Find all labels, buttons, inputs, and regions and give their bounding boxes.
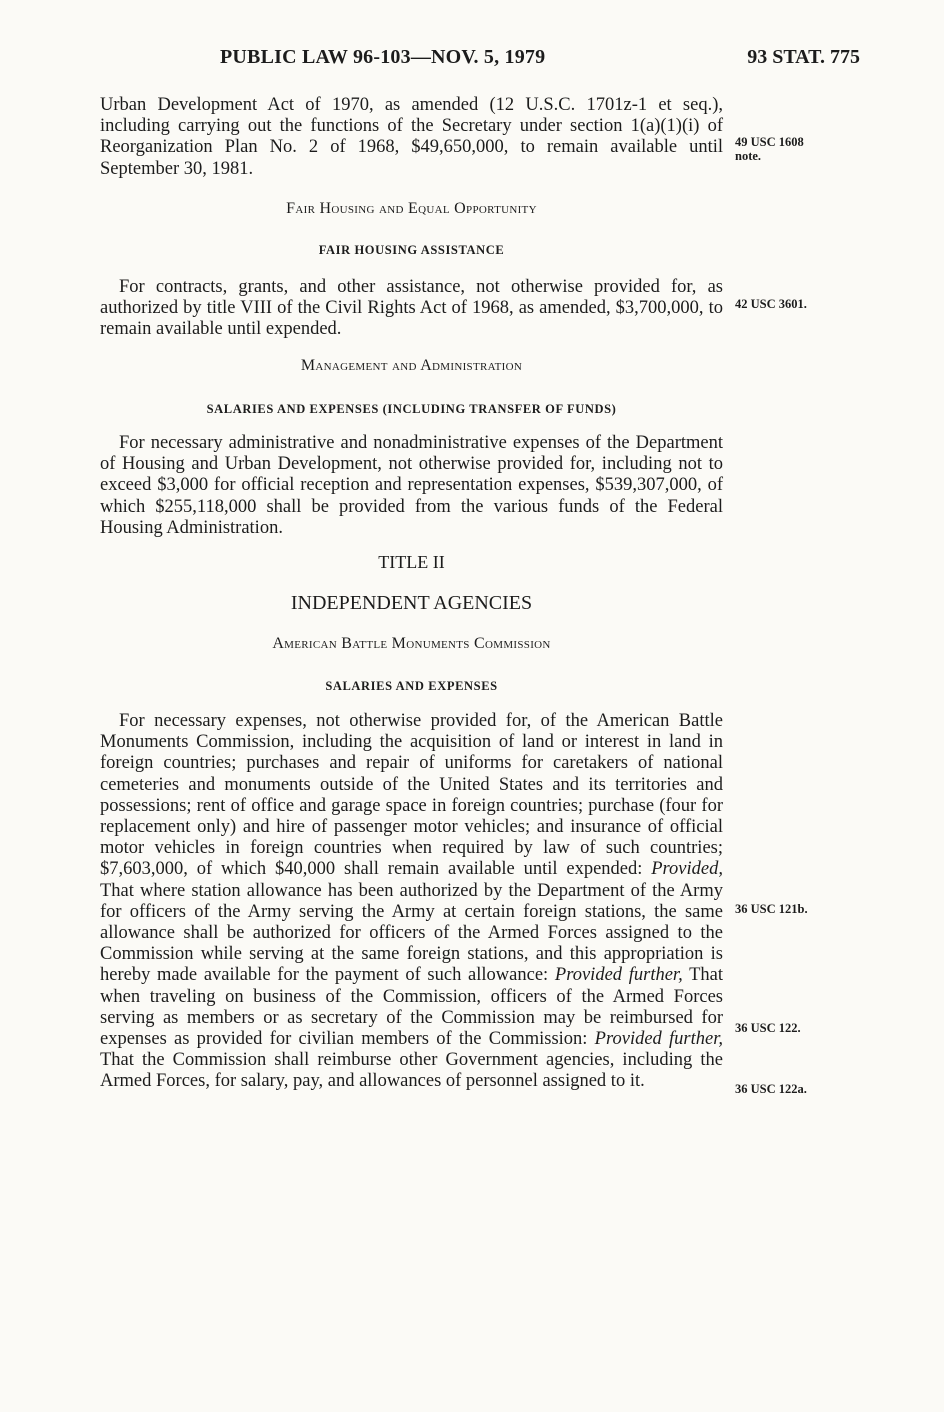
margin-note-36-usc-122: 36 USC 122. [735, 1021, 801, 1035]
abmc-text-part-1: For necessary expenses, not otherwise provided for, of the American Battle Monuments Commission, including the acquisition of land or interest in land in foreign countries; purchases and repair of uniforms for caretakers of national cemeteries and monuments outside of the United States and its territories and possessions; rent of office and garage space in foreign countries; purchase (four for replacement only) and hire of passenger motor vehicles; and insurance of official motor vehicles in foreign countries when required by law of such countries; $7,603,000, of which $40,000 shall remain available until expended: [100, 711, 723, 880]
fair-housing-subheading: FAIR HOUSING ASSISTANCE [318, 243, 505, 257]
abmc-subheading: SALARIES AND EXPENSES [325, 679, 498, 693]
fair-housing-heading: Fair Housing and Equal Opportunity [286, 200, 537, 217]
margin-note-42-usc-3601: 42 USC 3601. [735, 297, 807, 311]
management-paragraph: For necessary administrative and nonadministrative expenses of the Department of Housing and Urban Development, not otherwise provided for, including not to exceed $3,000 for official reception and representation expenses, $539,307,000, of which $255,118,000 shall be provided from the various funds of the Federal Housing Administration. [100, 433, 723, 538]
margin-note-49-usc-1608 [735, 135, 804, 163]
proviso-2: Provided further, [554, 965, 683, 986]
management-subheading: SALARIES AND EXPENSES (INCLUDING TRANSFER OF FUNDS) [206, 402, 617, 416]
margin-note-36-usc-122a: 36 USC 122a. [735, 1082, 807, 1096]
statute-page-number: 93 STAT. 775 [747, 46, 860, 68]
title-number: TITLE II [378, 552, 445, 572]
abmc-text-part-2: That where station allowance has been authorized by the Department of the Army for officers of the Army serving the Army at certain foreign stations, the same allowance shall be authorized for officers of the Armed Forces assigned to the Commission while serving at the same foreign stations, and this appropriation is hereby made available for the payment of such allowance: [100, 880, 723, 986]
abmc-heading: American Battle Monuments Commission [272, 635, 551, 652]
abmc-text-part-3: That when traveling on business of the Commission, officers of the Armed Forces serving as members or as secretary of the Commission may be reimbursed for expenses as provided for civilian members of the Commission: [100, 965, 723, 1050]
proviso-3: Provided further, [594, 1029, 723, 1050]
fair-housing-paragraph: For contracts, grants, and other assistance, not otherwise provided for, as authorized by title VIII of the Civil Rights Act of 1968, as amended, $3,700,000, to remain available until expended. [100, 277, 723, 340]
abmc-paragraph [100, 711, 723, 1093]
running-head [100, 46, 860, 74]
abmc-text-part-4: That the Commission shall reimburse other Government agencies, including the Armed Forces, for salary, pay, and allowances of personnel assigned to it. [100, 1050, 723, 1092]
management-heading: Management and Administration [300, 357, 523, 374]
running-title: PUBLIC LAW 96-103—NOV. 5, 1979 [220, 46, 546, 68]
proviso-1: Provided, [651, 859, 723, 880]
margin-note-line: note. [735, 149, 762, 163]
title-name: INDEPENDENT AGENCIES [290, 592, 533, 614]
margin-note-line: 49 USC 1608 [735, 135, 804, 149]
continuation-paragraph: Urban Development Act of 1970, as amended (12 U.S.C. 1701z-1 et seq.), including carrying out the functions of the Secretary under section 1(a)(1)(i) of Reorganization Plan No. 2 of 1968, $49,650,000, to remain available until September 30, 1981. [100, 95, 723, 179]
margin-note-36-usc-121b: 36 USC 121b. [735, 902, 808, 916]
